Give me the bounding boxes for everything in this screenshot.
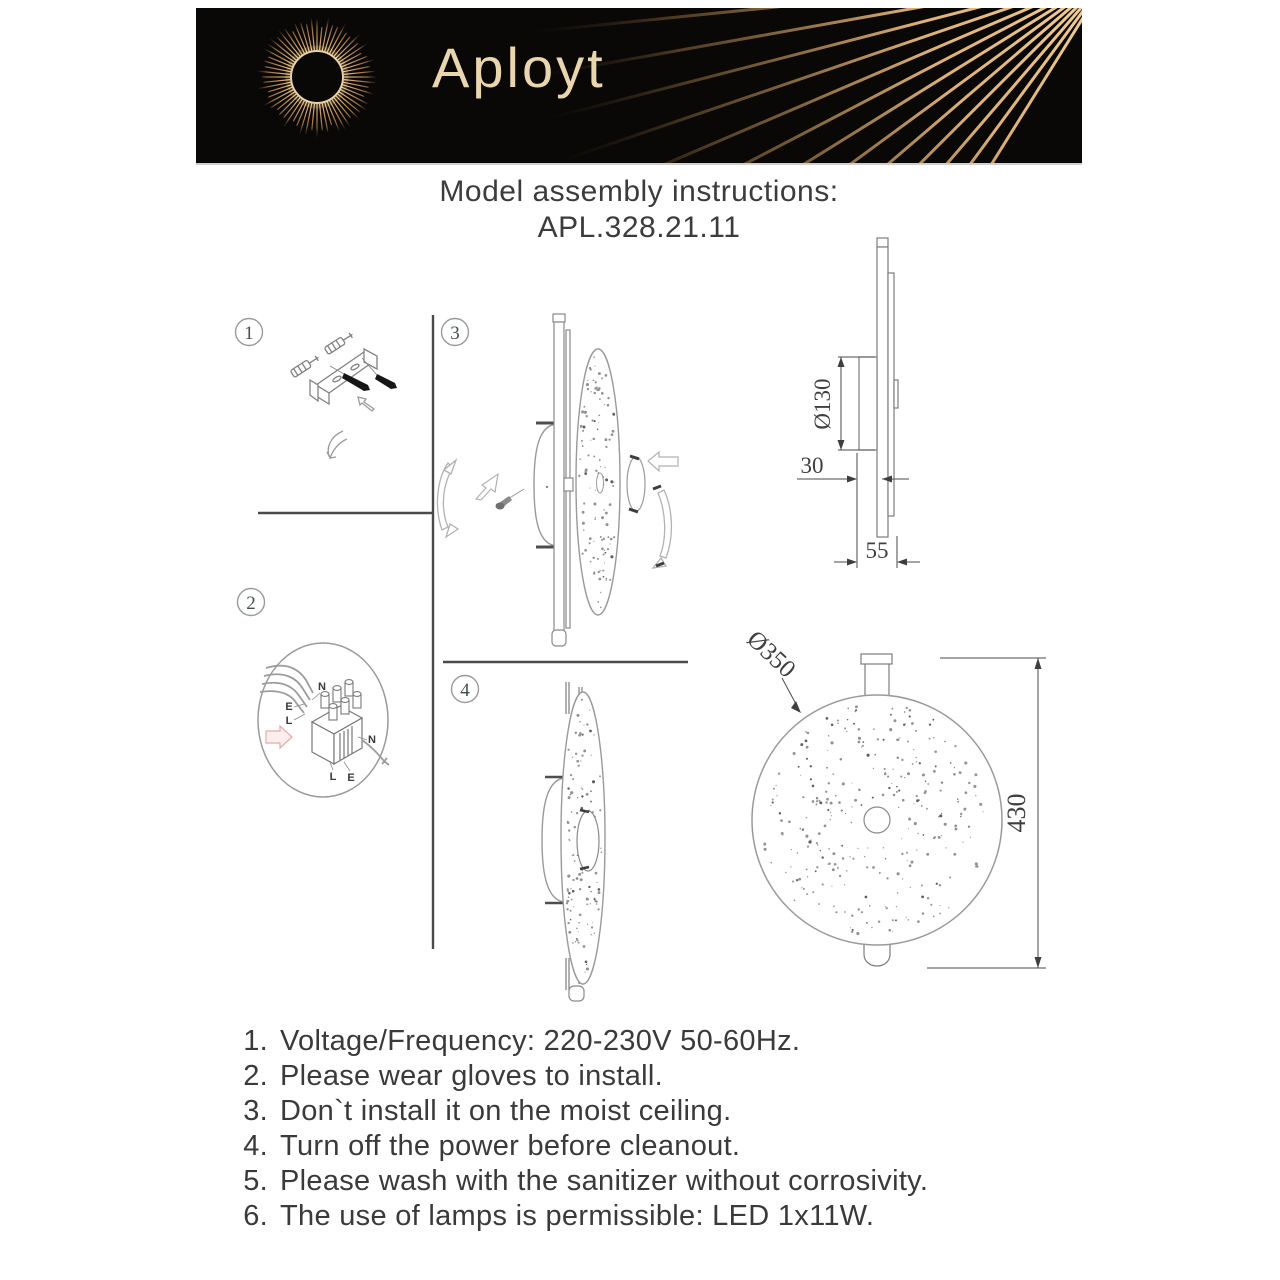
dimension-label: Ø350 [741, 625, 801, 684]
svg-text:4: 4 [460, 680, 470, 701]
page-title: Model assembly instructions: [439, 175, 839, 208]
list-item-text: Please wear gloves to install. [280, 1060, 663, 1092]
dimension-label: 55 [865, 538, 889, 563]
list-item [236, 1094, 1096, 1129]
tech-side-view [797, 238, 920, 568]
shade-disc-side [561, 692, 605, 984]
list-item-text: Voltage/Frequency: 220-230V 50-60Hz. [280, 1025, 801, 1057]
step-2-badge [238, 589, 265, 616]
section-dividers [258, 315, 688, 949]
svg-text:1: 1 [244, 323, 254, 344]
step2-wiring-diagram [258, 643, 389, 797]
svg-text:N: N [368, 734, 376, 746]
list-item-number: 5. [243, 1165, 268, 1197]
step-4-badge [452, 676, 479, 703]
list-item-number: 6. [243, 1200, 268, 1232]
list-item [236, 1024, 1096, 1059]
list-item-text: Turn off the power before cleanout. [280, 1130, 741, 1162]
lamp-profile [859, 238, 898, 537]
dimension-label: Ø130 [810, 378, 835, 430]
list-item-text: The use of lamps is permissible: LED 1x11W. [280, 1200, 875, 1232]
svg-text:E: E [347, 772, 355, 784]
tech-front-view [742, 626, 1046, 968]
list-item-number: 4. [243, 1130, 268, 1162]
top-stub [861, 654, 892, 697]
svg-text:L: L [329, 771, 337, 783]
step3-exploded-diagram [437, 314, 678, 646]
dimension-d350 [782, 678, 801, 713]
list-item [236, 1059, 1096, 1094]
svg-text:2: 2 [246, 593, 256, 614]
bottom-knob [569, 986, 584, 1001]
svg-text:E: E [285, 701, 293, 713]
arrow-left-icon [648, 452, 678, 471]
step-3-badge [442, 319, 469, 346]
step-1-badge [236, 319, 263, 346]
list-item-text: Don`t install it on the moist ceiling. [280, 1095, 732, 1127]
list-item-number: 2. [243, 1060, 268, 1092]
list-item-text: Please wash with the sanitizer without corrosivity. [280, 1165, 929, 1197]
center-hole [864, 807, 890, 833]
curved-part-icon [327, 431, 347, 458]
arrow-up-left-icon [358, 397, 374, 411]
list-item-number: 3. [243, 1095, 268, 1127]
list-item [236, 1164, 1096, 1199]
retaining-ring [627, 456, 645, 512]
list-item [236, 1199, 1096, 1234]
rotate-arrow-icon [653, 486, 671, 568]
rotate-arrow-icon [437, 460, 458, 537]
anchor-dowel-icon [290, 354, 320, 378]
svg-text:L: L [285, 715, 293, 727]
mounting-plate [552, 314, 573, 646]
instruction-list [236, 1024, 1096, 1234]
svg-text:3: 3 [450, 323, 460, 344]
model-number: APL.328.21.11 [537, 211, 741, 244]
list-item [236, 1129, 1096, 1164]
step4-assembled-diagram [542, 682, 605, 1001]
arrow-right-icon [266, 726, 292, 748]
dimension-label: 30 [800, 453, 824, 478]
shade-disc-side [576, 349, 620, 615]
svg-text:N: N [318, 681, 326, 693]
anchor-dowel-icon [324, 331, 354, 355]
dimension-label: 430 [1002, 793, 1031, 833]
step1-bracket-diagram [290, 331, 397, 458]
arrow-up-right-icon [476, 474, 498, 500]
list-item-number: 1. [243, 1025, 268, 1057]
brand-logo-text: Aployt [432, 36, 606, 99]
screw-icon [496, 489, 525, 510]
